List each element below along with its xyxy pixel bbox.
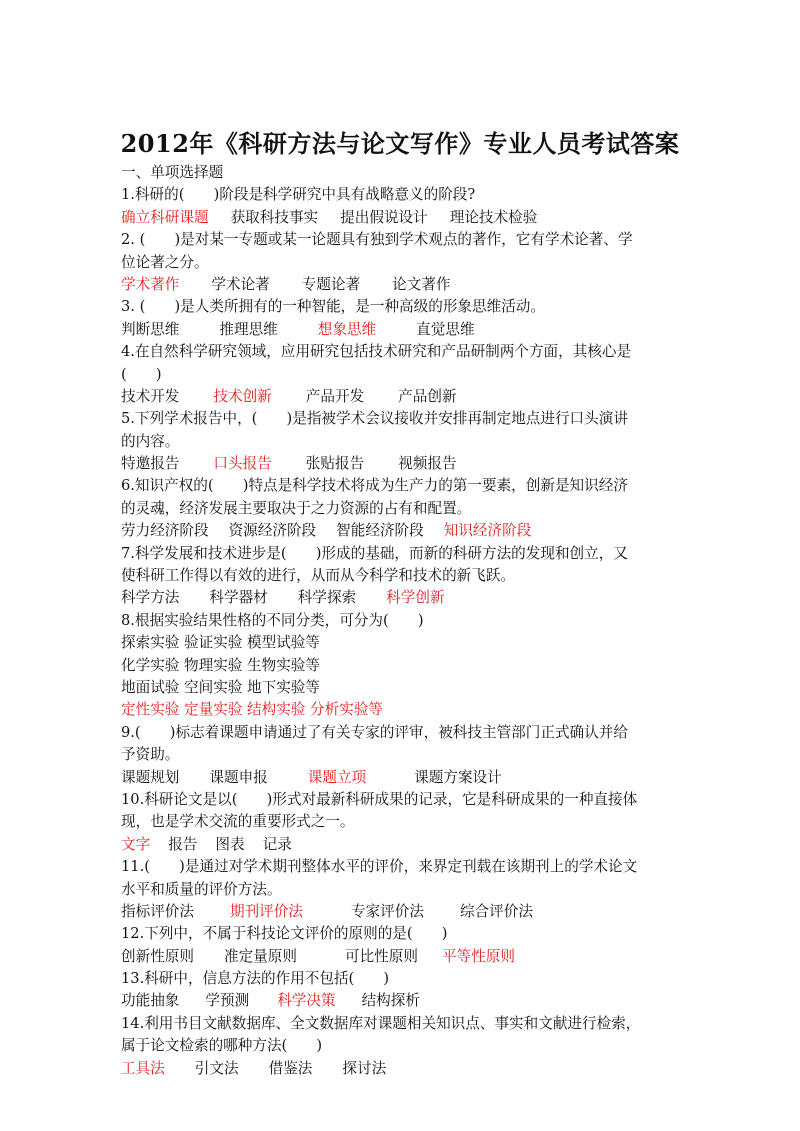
option: 化学实验 物理实验 生物实验等 xyxy=(121,656,320,674)
question-stem: 1.科研的( )阶段是科学研究中具有战略意义的阶段? xyxy=(121,186,476,204)
question-stem: 的灵魂，经济发展主要取决于之力资源的占有和配置。 xyxy=(121,499,472,517)
option: 产品创新 xyxy=(398,387,457,405)
question-stem: 14.利用书目文献数据库、全文数据库对课题相关知识点、事实和文献进行检索， xyxy=(121,1014,641,1032)
option: 功能抽象 xyxy=(121,992,180,1010)
option: 指标评价法 xyxy=(121,902,194,920)
option: 探索实验 验证实验 模型试验等 xyxy=(121,634,320,652)
option: 论文著作 xyxy=(392,275,451,293)
section-heading: 一、单项选择题 xyxy=(121,164,224,181)
option: 结构探析 xyxy=(361,992,420,1010)
options-row xyxy=(121,386,681,408)
option: 资源经济阶段 xyxy=(228,522,317,540)
question-stem: 现，也是学术交流的重要形式之一。 xyxy=(121,813,355,831)
question-stem: 属于论文检索的哪种方法( ) xyxy=(121,1037,323,1055)
answer-option: 口头报告 xyxy=(213,455,272,473)
question-stem: ( ) xyxy=(121,365,162,383)
question-stem: 2. ( )是对某一专题或某一论题具有独到学术观点的著作，它有学术论著、学 xyxy=(121,231,633,249)
question-stem: 位论著之分。 xyxy=(121,253,209,271)
option: 获取科技事实 xyxy=(230,208,319,226)
option: 科学方法 xyxy=(121,589,180,607)
question-stem: 3. ( )是人类所拥有的一种智能，是一种高级的形象思维活动。 xyxy=(121,298,545,316)
options-row xyxy=(121,901,681,923)
option: 可比性原则 xyxy=(344,947,418,965)
option: 课题申报 xyxy=(209,768,268,786)
question-stem: 水平和质量的评价方法。 xyxy=(121,880,282,898)
question-stem: 11.( )是通过对学术期刊整体水平的评价，来界定刊载在该期刊上的学术论文 xyxy=(121,858,638,876)
answer-option: 学术著作 xyxy=(121,275,180,293)
option: 地面试验 空间实验 地下实验等 xyxy=(121,678,320,696)
answer-option: 知识经济阶段 xyxy=(443,522,532,540)
question-stem: 4.在自然科学研究领域，应用研究包括技术研究和产品研制两个方面，其核心是 xyxy=(121,343,632,361)
option: 课题规划 xyxy=(121,768,180,786)
question-stem: 10.科研论文是以( )形式对最新科研成果的记录，它是科研成果的一种直接体 xyxy=(121,790,638,808)
option: 视频报告 xyxy=(398,455,457,473)
options-row xyxy=(121,207,681,229)
answer-option: 文字 xyxy=(121,835,151,853)
answer-option: 期刊评价法 xyxy=(229,902,303,920)
answer-option: 工具法 xyxy=(121,1059,165,1077)
page-title: 2012年《科研方法与论文写作》专业人员考试答案 xyxy=(120,129,680,158)
option: 课题方案设计 xyxy=(414,768,502,786)
answer-option: 技术创新 xyxy=(213,387,272,405)
option: 学术论著 xyxy=(211,275,270,293)
option: 创新性原则 xyxy=(121,947,194,965)
options-row xyxy=(121,1058,681,1080)
option: 借鉴法 xyxy=(268,1059,313,1077)
option: 推理思维 xyxy=(219,320,278,338)
answer-option: 确立科研课题 xyxy=(121,208,209,226)
options-row xyxy=(121,767,681,789)
option: 科学探索 xyxy=(297,589,357,607)
question-stem: 12.下列中，不属于科技论文评价的原则的是( ) xyxy=(121,925,448,943)
option: 智能经济阶段 xyxy=(336,522,424,540)
answer-option: 定性实验 定量实验 结构实验 分析实验等 xyxy=(121,701,384,719)
option: 学预测 xyxy=(205,992,250,1010)
options-row xyxy=(121,587,681,609)
option: 劳力经济阶段 xyxy=(121,522,209,540)
option: 探讨法 xyxy=(342,1059,387,1077)
option: 特邀报告 xyxy=(121,455,180,473)
question-stem: 予资助。 xyxy=(121,746,180,764)
question-stem: 的内容。 xyxy=(121,432,180,450)
options-row xyxy=(121,319,681,341)
answer-option: 想象思维 xyxy=(317,320,377,338)
answer-option: 科学决策 xyxy=(277,992,336,1010)
answer-option: 课题立项 xyxy=(307,768,367,786)
options-row xyxy=(121,520,681,542)
option: 报告 xyxy=(168,835,198,853)
option: 综合评价法 xyxy=(459,902,533,920)
question-stem: 使科研工作得以有效的进行，从而从今科学和技术的新飞跃。 xyxy=(121,567,516,585)
answer-option: 平等性原则 xyxy=(441,947,515,965)
option: 记录 xyxy=(262,835,292,853)
document-body xyxy=(121,162,681,1080)
options-row xyxy=(121,274,681,296)
question-stem: 13.科研中，信息方法的作用不包括( ) xyxy=(121,970,390,988)
option: 直觉思维 xyxy=(416,320,475,338)
question-stem: 6.知识产权的( )特点是科学技术将成为生产力的第一要素，创新是知识经济 xyxy=(121,477,628,495)
option: 专题论著 xyxy=(301,275,361,293)
option: 准定量原则 xyxy=(223,947,297,965)
options-row xyxy=(121,453,681,475)
question-stem: 8.根据实验结果性格的不同分类，可分为( ) xyxy=(121,611,424,629)
option: 张贴报告 xyxy=(305,455,365,473)
option: 引文法 xyxy=(194,1059,239,1077)
option: 专家评价法 xyxy=(350,902,424,920)
question-stem: 9.( )标志着课题申请通过了有关专家的评审，被科技主管部门正式确认并给 xyxy=(121,723,628,741)
option: 科学器材 xyxy=(209,589,268,607)
question-stem: 7.科学发展和技术进步是( )形成的基础，而新的科研方法的发现和创立，又 xyxy=(121,544,628,562)
answer-option: 科学创新 xyxy=(386,589,445,607)
option: 产品开发 xyxy=(305,387,365,405)
options-row xyxy=(121,834,681,856)
options-row xyxy=(121,990,681,1012)
options-row xyxy=(121,946,681,968)
option: 技术开发 xyxy=(121,387,180,405)
option: 判断思维 xyxy=(121,320,180,338)
option: 提出假说设计 xyxy=(340,208,428,226)
option: 图表 xyxy=(215,835,245,853)
question-stem: 5.下列学术报告中，( )是指被学术会议接收并安排再制定地点进行口头演讲 xyxy=(121,410,628,428)
option: 理论技术检验 xyxy=(449,208,538,226)
